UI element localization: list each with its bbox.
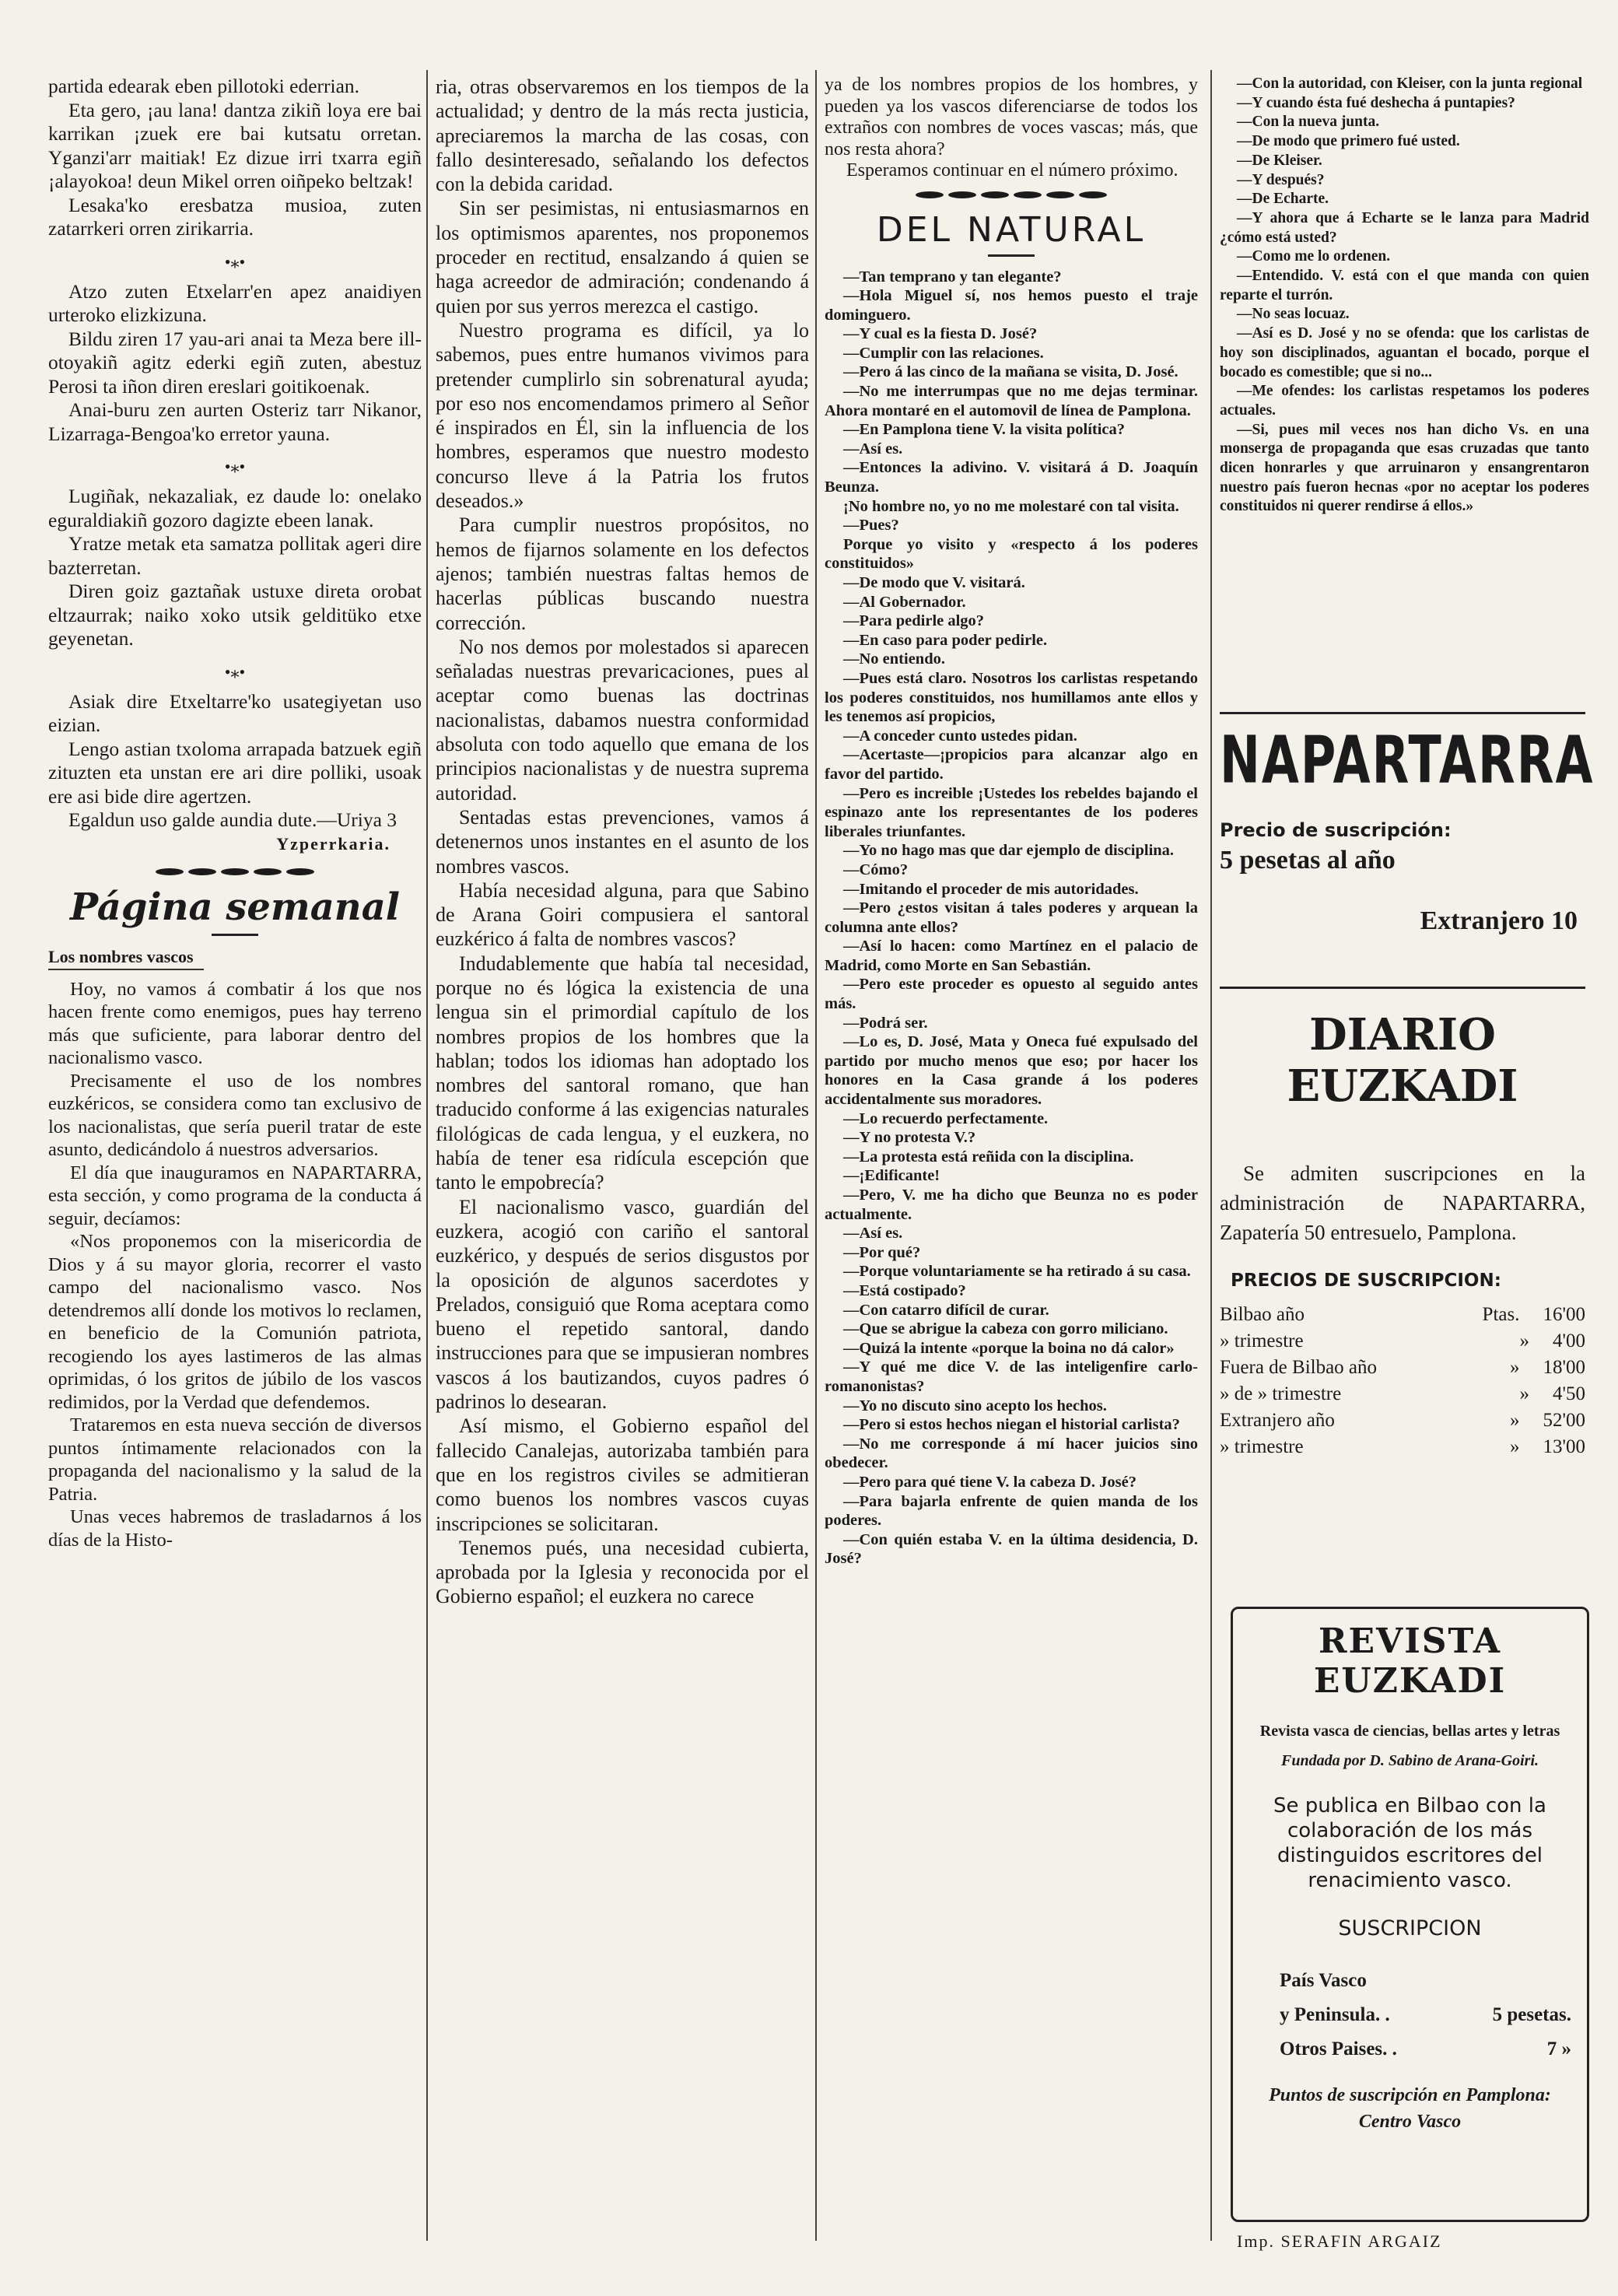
ad-price: 5 pesetas al año (1220, 846, 1396, 875)
price-label: » trimestre (1220, 1330, 1304, 1351)
ad-price-list (1280, 1964, 1571, 2066)
price-row (1220, 1328, 1585, 1355)
dialogue-line: —Pero á las cinco de la mañana se visita, D. José. (843, 363, 1178, 381)
paragraph: El nacionalismo vasco, guardián del euzkera, acogió con cariño el santoral euzkérico, y después de serios disgustos por la oposición de algunos sacerdotes y Prelados, consiguió que Roma aceptara como bueno el repetido santoral, dando instrucciones para que se impusieran nombres vascos á los bautizandos, cuyos padres ó padrinos lo desearan. (436, 1195, 809, 1414)
ad-points: Puntos de suscripción en Pamplona: Centro Vasco (1269, 2085, 1551, 2132)
dialogue-line: —De modo que primero fué usted. (1237, 133, 1460, 150)
paragraph: Sin ser pesimistas, ni entusiasmarnos en los optimismos aparentes, nos proponemos proceder en rectitud, ensalzando á quien se haga acreedor de admiración; condenando á quien por sus yerros merezca el castigo. (436, 197, 809, 317)
price-unit: » (1519, 1383, 1529, 1404)
dialogue-line: —En caso para poder pedirle. (843, 631, 1048, 649)
dialogue-line: —Así lo hacen: como Martínez en el palacio de Madrid, como Morte en San Sebastián. (825, 938, 1198, 974)
dialogue-line: —Hola Miguel sí, nos hemos puesto el traje dominguero. (825, 287, 1198, 324)
dialogue-line: —Para bajarla enfrente de quien manda de los poderes. (825, 1492, 1198, 1530)
paragraph: Diren goiz gaztañak ustuxe direta orobat eltzaurrak; naiko xoko utsik gelditüko etxe geyenetan. (48, 580, 422, 650)
price-label: País Vasco (1280, 1970, 1367, 1991)
dialogue-line: —Con catarro difícil de curar. (843, 1301, 1049, 1319)
paragraph: ria, otras observaremos en los tiempos de la actualidad; y dentro de la más recta justicia, apreciaremos la marcha de las cosas, con fallo desinteresado, señalando los defectos con la debida caridad. (436, 75, 809, 196)
column-2 (436, 75, 809, 1609)
dialogue-line: —Con la nueva junta. (1237, 114, 1380, 131)
dialogue-line: —No seas locuaz. (1237, 306, 1350, 323)
ad-title: DIARIO EUZKADI (1287, 1009, 1518, 1112)
dialogue-line: —Pues? (843, 517, 899, 535)
dialogue-line: —Imitando el proceder de mis autoridades. (843, 880, 1139, 898)
price-row (1220, 1355, 1585, 1381)
section-title: Página semanal (69, 885, 401, 929)
paragraph: Indudablemente que había tal necesidad, porque no és lógica la existencia de una lengua sin el primordial capítulo de los nombres propios de los hombres que la hablan; todos los idiomas han adoptado los nombres del santoral romano, que han traducido conforme á las exigencias naturales filológicas de cada lengua, y el euzkera, no había de tener esa ridícula escepción que tanto le empobrecía? (436, 952, 809, 1194)
section-stars: •⁎• (224, 661, 246, 682)
column-rule (815, 70, 817, 2241)
price-unit: » (1509, 1436, 1520, 1457)
price-label: y Peninsula. . (1280, 2004, 1390, 2025)
ad-text: Se publica en Bilbao con la colaboración de los más distinguidos escritores del renacimiento vasco. (1273, 1794, 1546, 1892)
paragraph: Lugiñak, nekazaliak, ez daude lo: onelako eguraldiakiñ gozoro dagizte ebeen lanak. (48, 485, 422, 531)
dialogue-line: —En Pamplona tiene V. la visita política? (843, 421, 1126, 439)
paragraph: Hoy, no vamos á combatir á los que nos hacen frente como enemigos, pues hay terreno más que suficiente, para laborar dentro del nacionalismo vasco. (48, 978, 422, 1068)
price-row (1280, 1964, 1571, 1998)
dialogue-line: ¡No hombre no, yo no me molestaré con tal visita. (843, 497, 1179, 515)
price-row (1220, 1381, 1585, 1407)
dialogue-line: —Pues está claro. Nosotros los carlistas respetando los poderes constituidos, nos humillamos ante ellos y les tenemos así propicios, (825, 669, 1198, 726)
paragraph: Bildu ziren 17 yau-ari anai ta Meza bere ill-otoyakiñ agitz ederki egiñ zuten, abestuz Perosi ta iñon diren ereslari goitikoenak. (48, 327, 422, 398)
paragraph: Unas veces habremos de trasladarnos á los días de la Histo- (48, 1506, 422, 1551)
revista-euzkadi-ad (1231, 1607, 1589, 2222)
price-label: » de » trimestre (1220, 1383, 1342, 1404)
dialogue-line: —Pero ¿estos visitan á tales poderes y arquean la columna ante ellos? (825, 899, 1198, 936)
price-value: 7 » (1546, 2038, 1571, 2059)
paragraph: Esperamos continuar en el número próximo. (846, 160, 1178, 181)
paragraph: partida edearak eben pillotoki ederrian. (48, 75, 360, 97)
dialogue-line: —Pero, V. me ha dicho que Beunza no es poder actualmente. (825, 1187, 1198, 1223)
dialogue-line: —Y después? (1237, 171, 1325, 188)
divider (988, 254, 1035, 257)
dialogue-line: —Así es D. José y no se ofenda: que los carlistas de hoy son disciplinados, aguantan el bocado, porque el bocado es comestible; que si no... (1220, 325, 1589, 380)
paragraph: El día que inauguramos en NAPARTARRA, esta sección, y como programa de la conducta á seguir, decíamos: (48, 1162, 422, 1229)
paragraph: Yratze metak eta samatza pollitak ageri dire bazterretan. (48, 532, 422, 579)
dialogue-line: —Cómo? (843, 861, 909, 878)
price-value: 4'00 (1552, 1330, 1585, 1351)
column-3 (825, 75, 1198, 1569)
imprint: Imp. SERAFIN ARGAIZ (1237, 2231, 1442, 2251)
dialogue-line: —Está costipado? (843, 1281, 966, 1299)
dialogue-line: —De Kleiser. (1237, 152, 1322, 169)
column-4-dialogue (1220, 75, 1589, 697)
dialogue-line: —Pero si estos hechos niegan el historial carlista? (843, 1416, 1180, 1434)
dialogue-line: —Acertaste—¡propicios para alcanzar algo en favor del partido. (825, 746, 1198, 783)
dialogue-line: —Cumplir con las relaciones. (843, 344, 1044, 362)
dialogue-line: —Y cuando ésta fué deshecha á puntapies? (1237, 94, 1515, 111)
paragraph: «Nos proponemos con la misericordia de Dios y á su mayor gloria, recorrer el vasto campo del nacionalismo vasco. Nos detendremos allí donde los motivos lo reclamen, en beneficio de la Comunión patriota, recogiendo los ayes lastimeros de las almas oprimidas, ó los gritos de júbilo de los vascos redimidos, por la Verdad que defendemos. (48, 1231, 422, 1413)
dialogue-line: —Me ofendes: los carlistas respetamos los poderes actuales. (1220, 383, 1589, 419)
dialogue-line: —Así es. (843, 1225, 903, 1243)
paragraph: ya de los nombres propios de los hombres, y pueden ya los vascos diferenciarse de todos los extraños con nombres de voces vascas; más, que nos resta ahora? (825, 75, 1198, 159)
subheading: Los nombres vascos (48, 946, 194, 966)
dialogue-line: —Así es. (843, 440, 903, 457)
price-value: 4'50 (1552, 1383, 1585, 1404)
dialogue-line: —Quizá la intente «porque la boina no dá calor» (843, 1339, 1175, 1357)
ad-prices-header: PRECIOS DE SUSCRIPCION: (1231, 1271, 1501, 1291)
paragraph: No nos demos por molestados si aparecen señaladas nuestras prevaricaciones, pues al aceptar como buenas las doctrinas nacionalistas, dabamos nuestra conformidad absoluta con todo aquello que emana de los principios nacionalistas y de nuestra suprema autoridad. (436, 635, 809, 804)
section-stars: •⁎• (224, 457, 246, 476)
ad-subtitle: Revista vasca de ciencias, bellas artes y letras (1259, 1723, 1560, 1740)
divider (212, 934, 258, 936)
price-unit: » (1519, 1330, 1529, 1351)
dialogue-line: —Y qué me dice V. de las inteligenfire carlo-romanonistas? (825, 1358, 1198, 1395)
ad-text: Se admiten suscripciones en la administración de NAPARTARRA, Zapatería 50 entresuelo, Pamplona. (1220, 1162, 1585, 1244)
dialogue-line: —La protesta está reñida con la disciplina. (843, 1148, 1134, 1166)
dialogue-line: —De Echarte. (1237, 191, 1329, 208)
column-rule (426, 70, 428, 2241)
dialogue-line: —No me corresponde á mí hacer juicios sino obedecer. (825, 1435, 1198, 1472)
dialogue-line: Porque yo visito y «respecto á los poderes constituidos» (825, 535, 1198, 573)
ornament-divider (48, 864, 422, 881)
price-label: Fuera de Bilbao año (1220, 1357, 1378, 1378)
dialogue-line: —Pero para qué tiene V. la cabeza D. José? (843, 1473, 1136, 1491)
price-row (1280, 1998, 1571, 2032)
dialogue-line: —Lo recuerdo perfectamente. (843, 1109, 1049, 1127)
dialogue-line: —Entonces la adivino. V. visitará á D. Joaquín Beunza. (825, 459, 1198, 496)
column-rule (1210, 70, 1212, 2241)
paragraph: Atzo zuten Etxelarr'en apez anaidiyen urteroko elizkizuna. (48, 279, 422, 326)
price-unit: Ptas. (1482, 1304, 1520, 1325)
price-row (1220, 1434, 1585, 1460)
price-row (1280, 2032, 1571, 2066)
paragraph: Eta gero, ¡au lana! dantza zikiñ loya ere bai karrikan ¡zuek ere bai kutsatu orretan. Yganzi'arr maitiak! Ez dizue irri txarra egiñ ¡alayokoa! deun Mikel orren oiñpeko beltzak! (48, 98, 422, 192)
price-unit: » (1509, 1357, 1520, 1378)
dialogue-line: —No entiendo. (843, 650, 945, 668)
price-value: 52'00 (1543, 1410, 1585, 1431)
price-value: 16'00 (1543, 1304, 1585, 1325)
dialogue-line: —Tan temprano y tan elegante? (843, 268, 1062, 286)
dialogue-line: —Y no protesta V.? (843, 1129, 976, 1147)
dialogue-line: —Con quién estaba V. en la última desidencia, D. José? (825, 1530, 1198, 1568)
paragraph: Anai-buru zen aurten Osteriz tarr Nikanor, Lizarraga-Bengoa'ko erretor yauna. (48, 398, 422, 445)
paragraph: Había necesidad alguna, para que Sabino de Arana Goiri compusiera el santoral euzkérico á falta de nombres vascos? (436, 878, 809, 951)
paragraph: Nuestro programa es difícil, ya lo sabemos, pues entre humanos vivimos para pretender cumplirlo sin sobrenatural ayuda; por eso nos encomendamos primero al Señor é inspirados en Él, sin la influencia de los hombres, esperamos que nuestro modesto concurso lleve á la Patria los frutos deseados.» (436, 318, 809, 513)
paragraph: Precisamente el uso de los nombres euzkéricos, se considera como tan exclusivo de los nacionalistas, que sería pueril tratar de este asunto, dedicándolo á nuestros adversarios. (48, 1070, 422, 1160)
price-value: 13'00 (1543, 1436, 1585, 1457)
dialogue-line: —De modo que V. visitará. (843, 574, 1025, 591)
price-value: 5 pesetas. (1492, 2004, 1571, 2025)
price-label: Otros Paises. . (1280, 2038, 1397, 2059)
dialogue-line: —Que se abrigue la cabeza con gorro miliciano. (843, 1320, 1168, 1338)
paragraph: Así mismo, el Gobierno español del fallecido Canalejas, autorizaba también para que en los registros civiles se admitieran como buenos los nombres vascos cuyas inscripciones se solicitaran. (436, 1414, 809, 1535)
dialogue-line: —Para pedirle algo? (843, 612, 985, 630)
paragraph: Trataremos en esta nueva sección de diversos puntos íntimamente relacionados con la propaganda del nacionalismo y la salud de la Patria. (48, 1414, 422, 1505)
dialogue-line: —Si, pues mil veces nos han dicho Vs. en una monserga de propaganda que esas cruzadas que tanto dicen honrarles y que arruinaron y ensangrentaron nuestro país fueron hecnas «por no aceptar los poderes constituidos ni querer rendirse á ellos.» (1220, 421, 1589, 515)
price-label: Extranjero año (1220, 1410, 1335, 1431)
dialogue-line: —Entendido. V. está con el que manda con quien reparte el turrón. (1220, 268, 1589, 303)
napartarra-ad (1220, 712, 1595, 989)
dialogue-line: —Yo no hago mas que dar ejemplo de disciplina. (843, 842, 1175, 860)
dialogue-line: —No me interrumpas que no me dejas terminar. Ahora montaré en el automovil de línea de Pamplona. (825, 383, 1198, 419)
dialogue-line: —Como me lo ordenen. (1237, 248, 1391, 265)
dialogue-line: —Lo es, D. José, Mata y Oneca fué expulsado del partido por mucho menos que eso; por hacer los honores en la Casa grande á los poderes accidentalmente sus moradores. (825, 1033, 1198, 1109)
price-label: Bilbao año (1220, 1304, 1305, 1325)
dialogue-line: —A conceder cunto ustedes pidan. (843, 727, 1077, 745)
paragraph: Tenemos pués, una necesidad cubierta, aprobada por la Iglesia y reconocida por el Gobierno español; el euzkera no carece (436, 1536, 809, 1608)
price-value: 18'00 (1543, 1357, 1585, 1378)
paragraph: Lengo astian txoloma arrapada batzuek egiñ zituzten eta unstan ere ari dire polliki, usoak ere asi bide dire agertzen. (48, 737, 422, 808)
dialogue-line: —Yo no discuto sino acepto los hechos. (843, 1397, 1107, 1414)
ad-foreign-price: Extranjero 10 (1420, 906, 1578, 935)
price-row (1220, 1302, 1585, 1328)
dialogue-line: —Pero es increible ¡Ustedes los rebeldes bajando el espinazo ante los representantes de los poderes liberales triunfantes. (825, 784, 1198, 840)
ad-subscription-header: SUSCRIPCION (1338, 1916, 1482, 1940)
dialogue-line: —Pero este proceder es opuesto al seguido antes más. (825, 976, 1198, 1013)
dialogue-line: —Y cual es la fiesta D. José? (843, 325, 1038, 343)
dialogue-line: —Con la autoridad, con Kleiser, con la junta regional (1237, 75, 1583, 92)
paragraph: Lesaka'ko eresbatza musioa, zuten zatarrkeri orren zirikarria. (48, 193, 422, 240)
ad-title: REVISTA EUZKADI (1313, 1621, 1507, 1701)
ad-title: NAPARTARRA (1220, 721, 1595, 798)
dialogue-line: —Y ahora que á Echarte se le lanza para Madrid ¿cómo está usted? (1220, 209, 1589, 246)
price-unit: » (1509, 1410, 1520, 1431)
dialogue-line: —Al Gobernador. (843, 593, 966, 611)
section-title: DEL NATURAL (876, 209, 1147, 250)
price-row (1220, 1407, 1585, 1434)
divider (48, 969, 204, 970)
dialogue-line: —¡Edificante! (843, 1167, 940, 1185)
dialogue-line: —Por qué? (843, 1243, 921, 1261)
column-1 (48, 75, 422, 1551)
paragraph: Asiak dire Etxeltarre'ko usategiyetan uso eizian. (48, 689, 422, 736)
section-stars: •⁎• (224, 251, 246, 272)
ad-founded: Fundada por D. Sabino de Arana-Goiri. (1281, 1752, 1539, 1769)
price-label: » trimestre (1220, 1436, 1304, 1457)
dialogue-line: —Porque voluntariamente se ha retirado á su casa. (843, 1263, 1191, 1281)
paragraph: Sentadas estas prevenciones, vamos á detenernos unos instantes en el asunto de los nombres vascos. (436, 805, 809, 878)
paragraph: Para cumplir nuestros propósitos, no hemos de fijarnos solamente en los defectos ajenos; también nuestras faltas hemos de hacerlas públicas buscando nuestra corrección. (436, 514, 809, 634)
signature: Yzperrkaria. (276, 833, 390, 854)
paragraph: Egaldun uso galde aundia dute.—Uriya 3 (68, 808, 397, 831)
ad-price-label: Precio de suscripción: (1220, 819, 1452, 841)
ornament-divider (825, 187, 1198, 204)
dialogue-line: —Podrá ser. (843, 1014, 928, 1032)
